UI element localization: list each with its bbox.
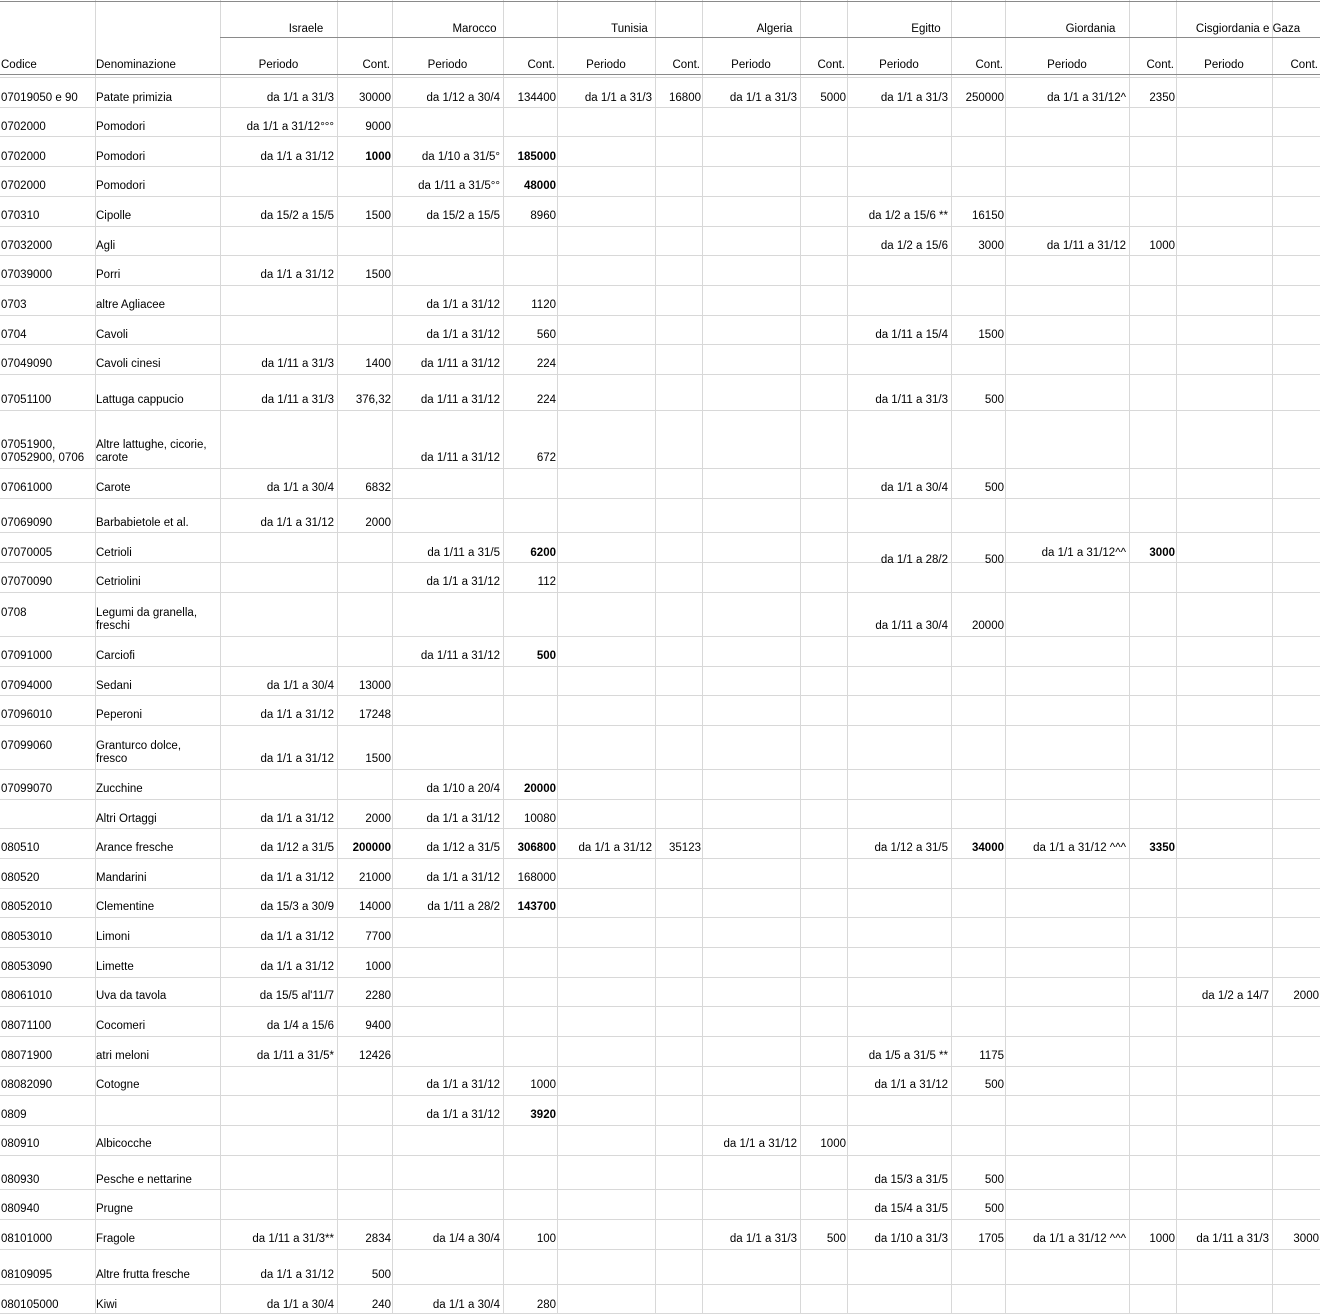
cell-periodo: da 1/11 a 15/4 xyxy=(875,329,948,341)
cell-cont: 7700 xyxy=(365,931,391,943)
cell-denominazione: Fragole xyxy=(96,1233,135,1245)
cell-periodo: da 1/1 a 31/12 xyxy=(260,753,334,765)
grid-hline xyxy=(0,226,1320,227)
cell-denominazione: Carote xyxy=(96,482,131,494)
cell-denominazione: Albicocche xyxy=(96,1138,152,1150)
cell-denominazione: Porri xyxy=(96,269,121,281)
grid-hline xyxy=(0,1219,1320,1220)
cell-periodo: da 1/1 a 31/12 xyxy=(426,813,500,825)
grid-hline xyxy=(0,592,1320,593)
column-header-cont: Cont. xyxy=(1290,59,1318,71)
cell-codice: 0704 xyxy=(1,329,27,341)
grid-hline xyxy=(0,695,1320,696)
cell-codice: 07099060 xyxy=(1,740,53,752)
cell-cont: 3350 xyxy=(1149,842,1175,854)
grid-hline xyxy=(0,947,1320,948)
grid-hline xyxy=(0,1189,1320,1190)
cell-periodo: da 1/11 a 31/12 xyxy=(420,650,500,662)
cell-denominazione: Sedani xyxy=(96,680,132,692)
cell-cont: 6832 xyxy=(365,482,391,494)
cell-periodo: da 1/1 a 31/12 xyxy=(426,299,500,311)
cell-cont: 6200 xyxy=(530,547,556,559)
column-header-cont: Cont. xyxy=(817,59,845,71)
cell-cont: 200000 xyxy=(352,842,391,854)
cell-periodo: da 1/1 a 31/12^ xyxy=(1047,92,1126,104)
cell-denominazione: Barbabietole et al. xyxy=(96,517,189,529)
cell-codice: 0809 xyxy=(1,1109,27,1121)
cell-denominazione: altre Agliacee xyxy=(96,299,166,311)
cell-periodo: da 1/1 a 31/3 xyxy=(880,92,948,104)
cell-codice: 07051900, xyxy=(1,439,56,451)
cell-periodo: da 1/1 a 31/12 xyxy=(578,842,652,854)
cell-cont: 250000 xyxy=(965,92,1004,104)
cell-cont: 5000 xyxy=(820,92,846,104)
cell-denominazione: Limette xyxy=(96,961,134,973)
cell-cont: 1500 xyxy=(365,210,391,222)
cell-denominazione: Prugne xyxy=(96,1203,134,1215)
cell-codice: 07094000 xyxy=(1,680,53,692)
cell-codice: 0703 xyxy=(1,299,27,311)
cell-cont: 1500 xyxy=(978,329,1004,341)
cell-cont: 185000 xyxy=(517,151,556,163)
cell-periodo: da 1/2 a 15/6 xyxy=(880,240,948,252)
grid-hline xyxy=(0,799,1320,800)
column-header-cont: Cont. xyxy=(1146,59,1174,71)
cell-denominazione: Arance fresche xyxy=(96,842,174,854)
grid-hline xyxy=(0,166,1320,167)
cell-codice: 080910 xyxy=(1,1138,40,1150)
cell-periodo: da 1/1 a 31/12^^ xyxy=(1041,547,1126,559)
grid-hline xyxy=(0,769,1320,770)
cell-periodo: da 15/2 a 15/5 xyxy=(260,210,334,222)
cell-cont: 143700 xyxy=(517,901,556,913)
grid-hline xyxy=(0,858,1320,859)
cell-cont: 20000 xyxy=(524,783,556,795)
cell-periodo: da 1/11 a 31/3 xyxy=(1196,1233,1269,1245)
cell-periodo: da 1/12 a 30/4 xyxy=(426,92,500,104)
cell-periodo: da 1/10 a 20/4 xyxy=(426,783,500,795)
grid-hline xyxy=(0,1036,1320,1037)
cell-denominazione: Pesche e nettarine xyxy=(96,1174,192,1186)
grid-hline xyxy=(0,77,1320,78)
cell-cont: 1000 xyxy=(530,1079,556,1091)
cell-periodo: da 1/11 a 31/3 xyxy=(875,394,948,406)
cell-denominazione: Uva da tavola xyxy=(96,990,167,1002)
cell-periodo: da 1/1 a 31/12 xyxy=(260,269,334,281)
cell-denominazione: Cipolle xyxy=(96,210,132,222)
cell-cont: 376,32 xyxy=(355,394,391,406)
grid-hline xyxy=(0,1006,1320,1007)
cell-denominazione: Patate primizia xyxy=(96,92,173,104)
cell-denominazione: Granturco dolce, xyxy=(96,740,182,752)
cell-periodo: da 15/3 a 31/5 xyxy=(874,1174,948,1186)
cell-cont: 35123 xyxy=(669,842,701,854)
column-header-periodo: Periodo xyxy=(427,59,468,71)
cell-codice: 08052010 xyxy=(1,901,53,913)
cell-periodo: da 1/1 a 31/12 xyxy=(260,517,334,529)
header-top-border xyxy=(0,1,1320,2)
cell-codice: 07051100 xyxy=(1,394,52,406)
cell-periodo: da 1/1 a 31/12 ^^^ xyxy=(1033,1233,1126,1245)
grid-hline xyxy=(0,888,1320,889)
cell-periodo: da 1/1 a 28/2 xyxy=(880,554,948,566)
cell-codice: 0702000 xyxy=(1,121,46,133)
cell-cont: 3000 xyxy=(978,240,1004,252)
cell-cont: 168000 xyxy=(517,872,556,884)
cell-denominazione: Cavoli xyxy=(96,329,128,341)
cell-cont: 500 xyxy=(984,394,1004,406)
cell-cont: 240 xyxy=(371,1299,391,1311)
grid-hline xyxy=(0,725,1320,726)
cell-periodo: da 1/5 a 31/5 ** xyxy=(868,1050,948,1062)
grid-hline xyxy=(0,1249,1320,1250)
cell-periodo: da 1/11 a 31/5 xyxy=(427,547,500,559)
cell-cont: 8960 xyxy=(530,210,556,222)
cell-periodo: da 1/1 a 31/12 xyxy=(260,813,334,825)
cell-cont: 2000 xyxy=(365,517,391,529)
cell-cont: 500 xyxy=(536,650,556,662)
cell-cont: 14000 xyxy=(359,901,391,913)
cell-periodo: da 1/1 a 31/3 xyxy=(729,1233,797,1245)
cell-denominazione: Peperoni xyxy=(96,709,143,721)
cell-periodo: da 1/11 a 31/5* xyxy=(256,1050,334,1062)
cell-codice: 07069090 xyxy=(1,517,53,529)
cell-cont: 1500 xyxy=(365,753,391,765)
cell-denominazione: Legumi da granella, xyxy=(96,607,198,619)
cell-denominazione: Lattuga cappucio xyxy=(96,394,184,406)
cell-cont: 13000 xyxy=(359,680,391,692)
grid-hline xyxy=(0,1155,1320,1156)
cell-codice: 07032000 xyxy=(1,240,53,252)
cell-codice: 08082090 xyxy=(1,1079,53,1091)
column-header-codice: Codice xyxy=(1,59,37,71)
grid-vline xyxy=(557,0,558,1314)
cell-codice: 08109095 xyxy=(1,1269,53,1281)
country-header: Algeria xyxy=(756,23,793,35)
cell-codice: 080105000 xyxy=(1,1299,59,1311)
grid-hline xyxy=(0,255,1320,256)
cell-cont: 500 xyxy=(984,1079,1004,1091)
cell-periodo: da 1/10 a 31/5° xyxy=(421,151,500,163)
cell-codice: 08071100 xyxy=(1,1020,52,1032)
cell-periodo: da 1/1 a 30/4 xyxy=(266,1299,334,1311)
cell-cont: 2350 xyxy=(1149,92,1175,104)
cell-codice: 0702000 xyxy=(1,180,46,192)
cell-cont: 280 xyxy=(536,1299,556,1311)
cell-periodo: da 1/1 a 31/12°°° xyxy=(246,121,334,133)
cell-periodo: da 1/11 a 30/4 xyxy=(875,620,948,632)
cell-codice: 07019050 e 90 xyxy=(1,92,78,104)
grid-vline xyxy=(655,0,656,1314)
cell-cont: 500 xyxy=(371,1269,391,1281)
country-header: Giordania xyxy=(1065,23,1116,35)
cell-cont: 1000 xyxy=(1149,1233,1175,1245)
grid-hline xyxy=(0,1284,1320,1285)
grid-vline xyxy=(951,0,952,1314)
cell-denominazione: Pomodori xyxy=(96,121,146,133)
cell-codice: 07096010 xyxy=(1,709,53,721)
grid-vline xyxy=(220,0,221,1314)
cell-cont: 10080 xyxy=(524,813,556,825)
grid-hline xyxy=(0,1125,1320,1126)
country-header: Cisgiordania e Gaza xyxy=(1195,23,1301,35)
cell-denominazione: Kiwi xyxy=(96,1299,118,1311)
cell-cont: 560 xyxy=(536,329,556,341)
cell-periodo: da 1/1 a 31/3 xyxy=(266,92,334,104)
column-header-periodo: Periodo xyxy=(258,59,299,71)
cell-periodo: da 1/1 a 31/12 xyxy=(260,151,334,163)
cell-codice: 08071900 xyxy=(1,1050,53,1062)
column-header-cont: Cont. xyxy=(362,59,390,71)
cell-cont: 1000 xyxy=(820,1138,846,1150)
cell-cont: 306800 xyxy=(517,842,556,854)
cell-cont: 1705 xyxy=(978,1233,1004,1245)
cell-cont: 34000 xyxy=(972,842,1004,854)
cell-codice: 07049090 xyxy=(1,358,53,370)
cell-cont: 2000 xyxy=(1293,990,1319,1002)
column-header-cont: Cont. xyxy=(527,59,555,71)
cell-denominazione: Altri Ortaggi xyxy=(96,813,157,825)
cell-codice: 070310 xyxy=(1,210,40,222)
grid-hline xyxy=(0,315,1320,316)
grid-vline xyxy=(1272,0,1273,1314)
cell-denominazione: Clementine xyxy=(96,901,155,913)
cell-cont: 9000 xyxy=(365,121,391,133)
cell-cont: 48000 xyxy=(524,180,556,192)
cell-periodo: da 15/5 al'11/7 xyxy=(259,990,334,1002)
cell-periodo: da 1/1 a 31/12 xyxy=(426,329,500,341)
cell-cont: 1500 xyxy=(365,269,391,281)
cell-cont: 224 xyxy=(536,394,556,406)
grid-hline xyxy=(0,498,1320,499)
cell-cont: 1175 xyxy=(979,1050,1004,1062)
cell-periodo: da 1/1 a 31/12 xyxy=(260,872,334,884)
cell-cont: 9400 xyxy=(365,1020,391,1032)
cell-codice: 07070090 xyxy=(1,576,53,588)
cell-codice: 08053090 xyxy=(1,961,53,973)
grid-vline xyxy=(1005,0,1006,1314)
cell-denominazione: Agli xyxy=(96,240,116,252)
cell-periodo: da 1/11 a 31/12 xyxy=(1046,240,1126,252)
cell-denominazione: Mandarini xyxy=(96,872,147,884)
column-header-cont: Cont. xyxy=(672,59,700,71)
cell-denominazione: Altre lattughe, cicorie, xyxy=(96,439,207,451)
cell-cont: 17248 xyxy=(359,709,391,721)
cell-periodo: da 1/1 a 31/12 ^^^ xyxy=(1033,842,1126,854)
cell-codice: 080940 xyxy=(1,1203,40,1215)
cell-codice: 07099070 xyxy=(1,783,53,795)
cell-codice: 07039000 xyxy=(1,269,53,281)
cell-codice: 0708 xyxy=(1,607,27,619)
cell-denominazione: Pomodori xyxy=(96,151,146,163)
header-bottom-border xyxy=(0,74,1320,75)
cell-denominazione: Limoni xyxy=(96,931,130,943)
cell-denominazione: carote xyxy=(96,452,128,464)
cell-cont: 1000 xyxy=(365,151,391,163)
cell-codice: 07061000 xyxy=(1,482,53,494)
cell-codice: 07091000 xyxy=(1,650,53,662)
cell-cont: 2000 xyxy=(365,813,391,825)
grid-hline xyxy=(0,562,1320,563)
cell-cont: 224 xyxy=(536,358,556,370)
grid-vline xyxy=(702,0,703,1314)
cell-periodo: da 1/10 a 31/3 xyxy=(874,1233,948,1245)
cell-denominazione: Altre frutta fresche xyxy=(96,1269,190,1281)
grid-hline xyxy=(0,666,1320,667)
cell-periodo: da 1/1 a 31/12 xyxy=(260,1269,334,1281)
cell-periodo: da 1/11 a 31/5°° xyxy=(418,180,500,192)
cell-cont: 21000 xyxy=(359,872,391,884)
cell-cont: 672 xyxy=(536,452,556,464)
cell-periodo: da 1/11 a 31/3** xyxy=(252,1233,334,1245)
cell-periodo: da 1/2 a 15/6 ** xyxy=(868,210,948,222)
cell-periodo: da 1/1 a 31/3 xyxy=(584,92,652,104)
cell-codice: 08053010 xyxy=(1,931,53,943)
cell-cont: 112 xyxy=(537,576,556,588)
grid-vline xyxy=(337,0,338,1314)
cell-periodo: da 1/1 a 31/12 xyxy=(426,1109,500,1121)
cell-cont: 16800 xyxy=(669,92,701,104)
column-header-denominazione: Denominazione xyxy=(96,59,176,71)
cell-codice: 080930 xyxy=(1,1174,40,1186)
cell-periodo: da 1/11 a 31/3 xyxy=(261,394,334,406)
cell-cont: 500 xyxy=(826,1233,846,1245)
cell-codice: 080510 xyxy=(1,842,40,854)
grid-hline xyxy=(0,196,1320,197)
column-header-periodo: Periodo xyxy=(1204,59,1244,71)
cell-denominazione: Cotogne xyxy=(96,1079,140,1091)
country-header: Israele xyxy=(288,23,324,35)
cell-periodo: da 1/1 a 30/4 xyxy=(266,482,334,494)
cell-cont: 1000 xyxy=(1149,240,1175,252)
country-header: Tunisia xyxy=(611,23,648,35)
cell-codice: 07070005 xyxy=(1,547,53,559)
country-header: Egitto xyxy=(911,23,941,35)
cell-cont: 134400 xyxy=(517,92,556,104)
grid-hline xyxy=(0,828,1320,829)
cell-denominazione: atri meloni xyxy=(96,1050,150,1062)
grid-hline xyxy=(0,917,1320,918)
cell-codice: 08061010 xyxy=(1,990,53,1002)
column-header-cont: Cont. xyxy=(975,59,1003,71)
country-underline xyxy=(220,37,1320,38)
cell-periodo: da 1/4 a 30/4 xyxy=(432,1233,500,1245)
cell-periodo: da 1/1 a 31/12 xyxy=(426,872,500,884)
cell-periodo: da 1/1 a 31/12 xyxy=(723,1138,797,1150)
cell-periodo: da 1/12 a 31/5 xyxy=(874,842,948,854)
grid-hline xyxy=(0,468,1320,469)
cell-denominazione: Cetrioli xyxy=(96,547,132,559)
cell-cont: 12426 xyxy=(359,1050,391,1062)
cell-cont: 1400 xyxy=(365,358,391,370)
cell-periodo: da 1/1 a 31/12 xyxy=(260,709,334,721)
column-header-periodo: Periodo xyxy=(1047,59,1087,71)
grid-hline xyxy=(0,532,1320,533)
grid-hline xyxy=(0,285,1320,286)
cell-cont: 2834 xyxy=(365,1233,391,1245)
cell-periodo: da 1/4 a 15/6 xyxy=(266,1020,334,1032)
cell-cont: 30000 xyxy=(359,92,391,104)
cell-periodo: da 1/1 a 31/12 xyxy=(260,961,334,973)
grid-hline xyxy=(0,344,1320,345)
cell-cont: 1120 xyxy=(531,299,556,311)
cell-cont: 16150 xyxy=(972,210,1004,222)
cell-denominazione: Cavoli cinesi xyxy=(96,358,161,370)
country-header: Marocco xyxy=(452,23,497,35)
cell-codice: 080520 xyxy=(1,872,40,884)
grid-hline xyxy=(0,374,1320,375)
cell-periodo: da 1/11 a 31/12 xyxy=(420,358,500,370)
cell-cont: 3000 xyxy=(1293,1233,1319,1245)
cell-denominazione: fresco xyxy=(96,753,128,765)
column-header-periodo: Periodo xyxy=(879,59,919,71)
cell-cont: 20000 xyxy=(972,620,1004,632)
cell-cont: 500 xyxy=(984,482,1004,494)
grid-vline xyxy=(800,0,801,1314)
cell-denominazione: Carciofi xyxy=(96,650,135,662)
cell-cont: 100 xyxy=(536,1233,556,1245)
cell-periodo: da 1/1 a 31/3 xyxy=(729,92,797,104)
grid-hline xyxy=(0,107,1320,108)
grid-hline xyxy=(0,977,1320,978)
cell-denominazione: Cocomeri xyxy=(96,1020,146,1032)
column-header-periodo: Periodo xyxy=(586,59,626,71)
cell-periodo: da 1/1 a 31/12 xyxy=(426,576,500,588)
cell-denominazione: freschi xyxy=(96,620,130,632)
cell-periodo: da 1/11 a 28/2 xyxy=(427,901,500,913)
cell-periodo: da 1/1 a 30/4 xyxy=(880,482,948,494)
cell-periodo: da 1/1 a 31/12 xyxy=(874,1079,948,1091)
cell-periodo: da 1/1 a 31/12 xyxy=(426,1079,500,1091)
cell-periodo: da 1/1 a 30/4 xyxy=(266,680,334,692)
cell-periodo: da 1/12 a 31/5 xyxy=(426,842,500,854)
cell-cont: 500 xyxy=(984,1174,1004,1186)
cell-cont: 500 xyxy=(984,1203,1004,1215)
cell-codice: 07052900, 0706 xyxy=(1,452,85,464)
grid-hline xyxy=(0,1095,1320,1096)
grid-hline xyxy=(0,410,1320,411)
grid-vline xyxy=(847,0,848,1314)
cell-cont: 500 xyxy=(984,554,1004,566)
grid-vline xyxy=(1176,0,1177,1314)
cell-periodo: da 1/11 a 31/12 xyxy=(420,452,500,464)
cell-denominazione: Pomodori xyxy=(96,180,146,192)
grid-vline xyxy=(1129,0,1130,1314)
cell-codice: 0702000 xyxy=(1,151,46,163)
grid-hline xyxy=(0,1066,1320,1067)
cell-cont: 3000 xyxy=(1149,547,1175,559)
cell-cont: 3920 xyxy=(530,1109,556,1121)
cell-periodo: da 1/1 a 30/4 xyxy=(432,1299,500,1311)
cell-denominazione: Zucchine xyxy=(96,783,143,795)
cell-periodo: da 1/12 a 31/5 xyxy=(260,842,334,854)
cell-codice: 08101000 xyxy=(1,1233,53,1245)
cell-periodo: da 1/1 a 31/12 xyxy=(260,931,334,943)
cell-periodo: da 15/2 a 15/5 xyxy=(426,210,500,222)
cell-periodo: da 15/3 a 30/9 xyxy=(260,901,334,913)
cell-cont: 2280 xyxy=(365,990,391,1002)
cell-periodo: da 1/11 a 31/12 xyxy=(420,394,500,406)
cell-cont: 1000 xyxy=(365,961,391,973)
column-header-periodo: Periodo xyxy=(731,59,771,71)
cell-periodo: da 15/4 a 31/5 xyxy=(874,1203,948,1215)
grid-hline xyxy=(0,636,1320,637)
cell-denominazione: Cetriolini xyxy=(96,576,141,588)
grid-hline xyxy=(0,136,1320,137)
cell-periodo: da 1/11 a 31/3 xyxy=(261,358,334,370)
cell-periodo: da 1/2 a 14/7 xyxy=(1201,990,1269,1002)
